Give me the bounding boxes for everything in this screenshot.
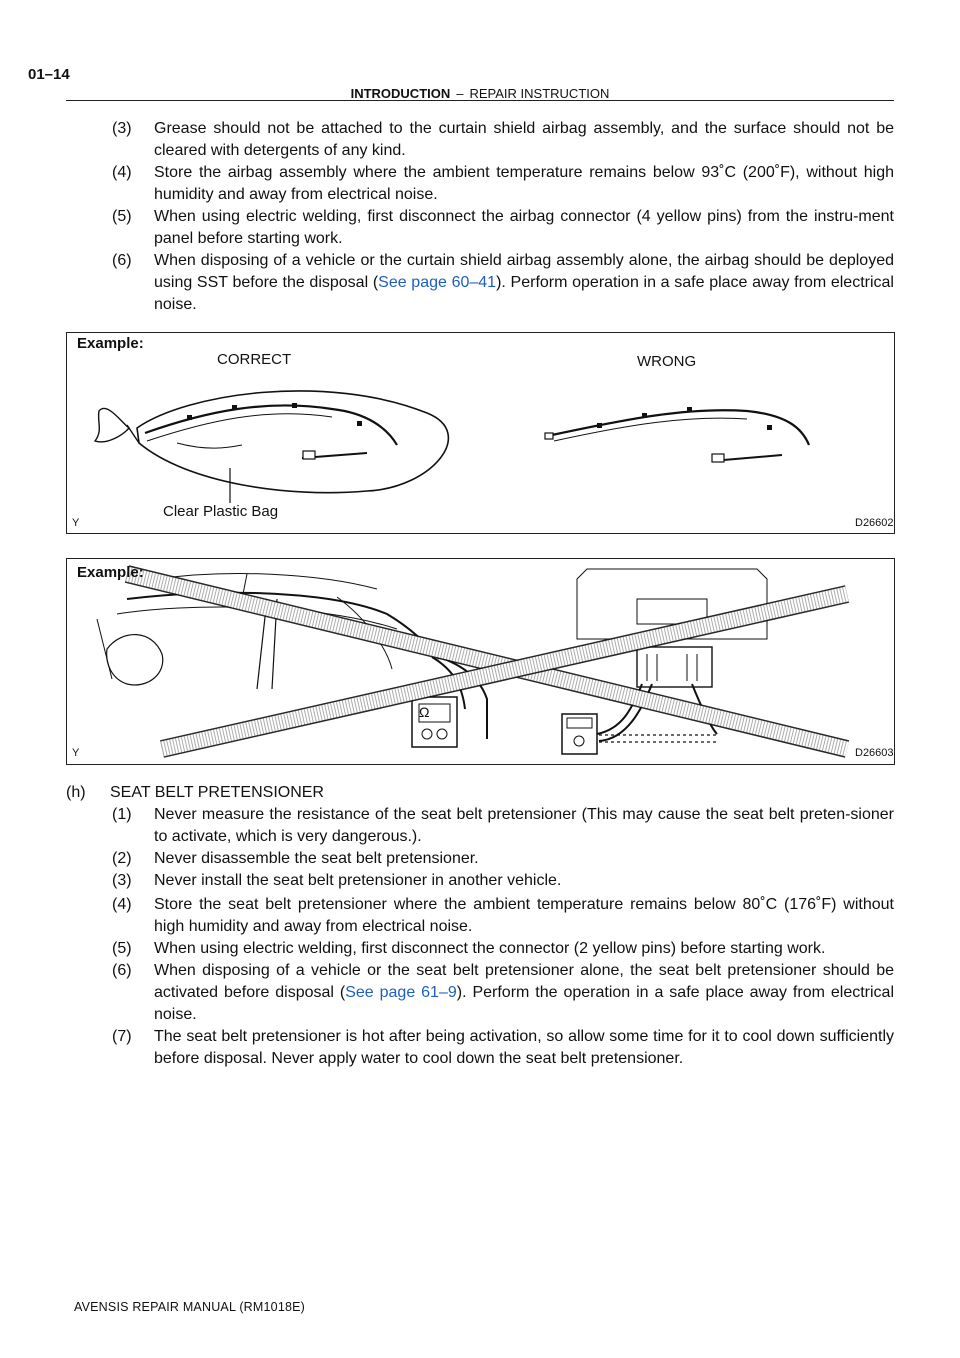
steering-wheel bbox=[107, 635, 163, 685]
page-number: 01–14 bbox=[28, 66, 70, 83]
heading-number: (h) bbox=[66, 784, 86, 801]
figure-no-resistance-measure bbox=[66, 558, 895, 765]
airbag-item bbox=[0, 250, 960, 316]
item-text-part: When disposing of a vehicle or the curtain shield airbag assembly alone, the airbag should be deployed using SST before the disposal ( bbox=[154, 252, 894, 291]
item-text-part: ). Perform operation in a safe place away from electrical noise. bbox=[154, 274, 894, 313]
connector bbox=[637, 647, 712, 687]
item-text: Never measure the resistance of the seat belt pretensioner (This may cause the seat belt preten-sioner to activate, which is very dangerous.). bbox=[154, 806, 894, 845]
see-page-link[interactable]: See page 61–9 bbox=[345, 984, 457, 1001]
footer-manual-title: AVENSIS REPAIR MANUAL (RM1018E) bbox=[74, 1300, 306, 1314]
item-number: (6) bbox=[112, 252, 132, 269]
figure-example-label: Example: bbox=[77, 564, 144, 581]
figure-code: D26603 bbox=[855, 747, 894, 759]
item-number: (7) bbox=[112, 1028, 132, 1045]
airbag-item bbox=[0, 206, 960, 250]
see-page-link[interactable]: See page 60–41 bbox=[378, 274, 497, 291]
pretensioner-item bbox=[0, 894, 960, 938]
header-separator: – bbox=[456, 86, 464, 101]
item-number: (5) bbox=[112, 208, 132, 225]
item-text-part: When disposing of a vehicle or the seat belt pretensioner alone, the seat belt pretensioner should be activated before disposal ( bbox=[154, 962, 894, 1001]
item-text bbox=[154, 250, 894, 316]
header-subsection: REPAIR INSTRUCTION bbox=[469, 86, 610, 101]
item-text: Grease should not be attached to the curtain shield airbag assembly, and the surface should not be cleared with detergents of any kind. bbox=[154, 120, 894, 159]
item-text: Store the seat belt pretensioner where the ambient temperature remains below 80˚C (176˚F) without high humidity and away from electrical noise. bbox=[154, 896, 894, 935]
pretensioner-item bbox=[0, 804, 960, 848]
figure-airbag-storage bbox=[66, 332, 895, 534]
item-text-part: ). Perform the operation in a safe place away from electrical noise. bbox=[154, 984, 894, 1023]
wrong-label: WRONG bbox=[637, 353, 697, 370]
item-number: (3) bbox=[112, 872, 132, 889]
figure-code: D26602 bbox=[855, 517, 894, 529]
header-rule bbox=[66, 100, 894, 101]
item-number: (6) bbox=[112, 962, 132, 979]
corner-mark: Y bbox=[72, 747, 80, 759]
corner-mark: Y bbox=[72, 517, 80, 529]
item-text: Never disassemble the seat belt pretensioner. bbox=[154, 850, 479, 867]
item-number: (4) bbox=[112, 896, 132, 913]
item-text: When using electric welding, first disconnect the airbag connector (4 yellow pins) from the instru-ment panel before starting work. bbox=[154, 208, 894, 247]
pretensioner-item bbox=[0, 1026, 960, 1070]
pretensioner-item bbox=[0, 848, 960, 870]
pretensioner-item bbox=[0, 960, 960, 1026]
item-text: The seat belt pretensioner is hot after being activation, so allow some time for it to cool down sufficiently before disposal. Never apply water to cool down the seat belt pretensioner. bbox=[154, 1028, 894, 1067]
section-heading bbox=[0, 782, 960, 804]
correct-label: CORRECT bbox=[217, 351, 292, 368]
header-section: INTRODUCTION bbox=[350, 86, 451, 101]
airbag-item bbox=[0, 118, 960, 162]
item-text bbox=[154, 960, 894, 1026]
item-text: When using electric welding, first disconnect the connector (2 yellow pins) before starting work. bbox=[154, 940, 826, 957]
item-number: (5) bbox=[112, 940, 132, 957]
pretensioner-item bbox=[0, 938, 960, 960]
measurement-illustration bbox=[67, 559, 894, 764]
item-number: (3) bbox=[112, 120, 132, 137]
pretensioner-item bbox=[0, 870, 960, 892]
ohm-symbol: Ω bbox=[419, 704, 430, 720]
item-number: (4) bbox=[112, 164, 132, 181]
header-title bbox=[0, 86, 960, 101]
airbag-item bbox=[0, 162, 960, 206]
figure-example-label: Example: bbox=[77, 335, 144, 352]
bag-label: Clear Plastic Bag bbox=[163, 503, 279, 520]
item-text: Never install the seat belt pretensioner in another vehicle. bbox=[154, 872, 562, 889]
heading-text: SEAT BELT PRETENSIONER bbox=[110, 784, 324, 801]
item-number: (1) bbox=[112, 806, 132, 823]
item-number: (2) bbox=[112, 850, 132, 867]
item-text: Store the airbag assembly where the ambient temperature remains below 93˚C (200˚F), without high humidity and away from electrical noise. bbox=[154, 164, 894, 203]
bag-knot bbox=[95, 408, 129, 441]
